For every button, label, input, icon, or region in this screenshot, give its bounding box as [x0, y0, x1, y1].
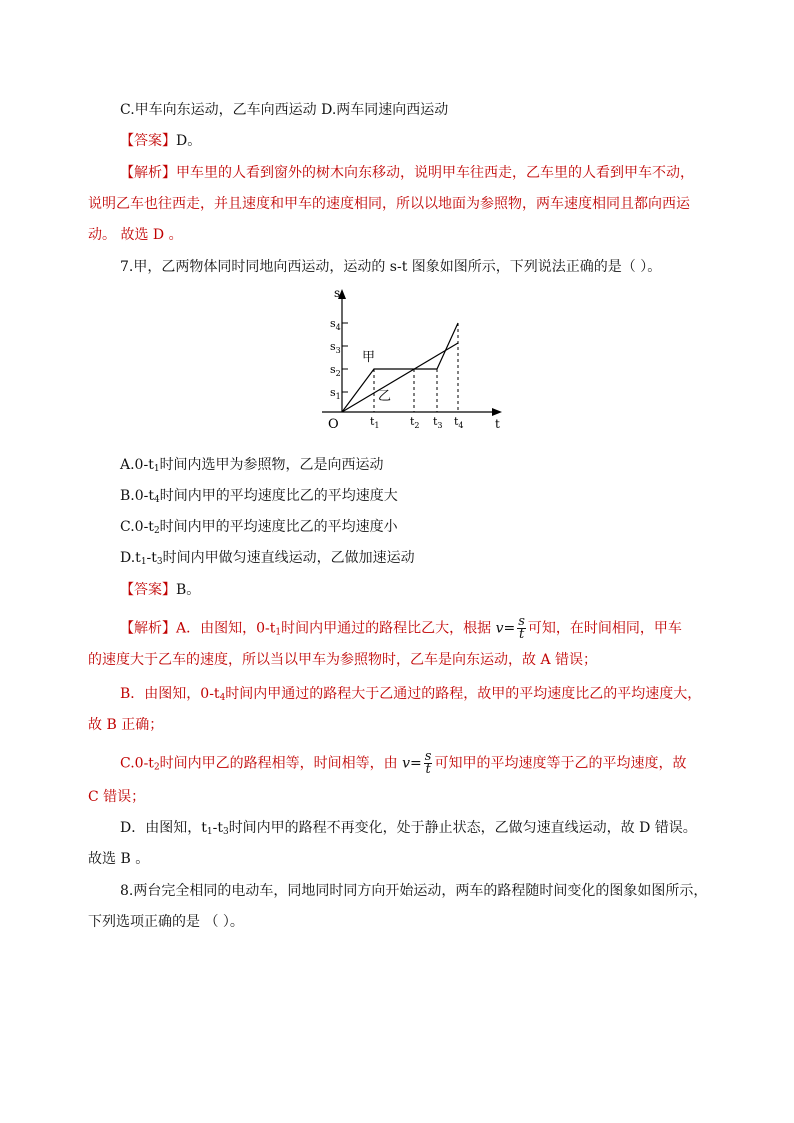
analysis-label: 【解析】	[120, 620, 176, 637]
conclusion: 故选 B 。	[88, 851, 150, 867]
q6-analysis-line1: 【解析】甲车里的人看到窗外的树木向东移动，说明甲车往西走，乙车里的人看到甲车不动，	[120, 165, 694, 181]
q7-stem: 7.甲，乙两物体同时同地向西运动，运动的 s-t 图象如图所示，下列说法正确的是（ ）。	[120, 259, 662, 275]
q7-analysis-b-line1: B．由图知，$0-t_4$时间内甲通过的路程大于乙通过的路程，故甲的平均速度比乙的平均速度大，	[120, 686, 702, 703]
label-jia: 甲	[362, 350, 376, 365]
answer-label: 【答案】	[120, 582, 176, 598]
x-tick-t3: $t_3$	[433, 415, 443, 430]
q6-answer	[120, 131, 201, 151]
q7-analysis-a-line2: 的速度大于乙车的速度，所以当以甲车为参照物时，乙车是向东运动，故 A 错误；	[88, 652, 598, 668]
line-yi	[342, 343, 458, 412]
q7-option-b: $B.0-t_4$时间内甲的平均速度比乙的平均速度大	[120, 488, 398, 505]
origin-label: O	[328, 417, 339, 432]
y-axis-label: s	[334, 286, 341, 300]
q7-analysis-c-line1: $C.0-t_2$时间内甲乙的路程相等，时间相等，由 v= $\frac{s}{t}$ 可知甲的平均速度等于乙的平均速度，故	[120, 749, 687, 777]
q7-option-c: $C.0-t_2$时间内甲的平均速度比乙的平均速度小	[120, 519, 398, 536]
y-tick-s2: $s_2$	[330, 363, 341, 378]
q8-stem-line2: 下列选项正确的是 （ ）。	[88, 914, 244, 930]
y-tick-s3: $s_3$	[330, 340, 341, 355]
st-graph	[312, 285, 512, 435]
y-tick-s4: $s_4$	[330, 317, 341, 332]
x-axis-arrow	[492, 408, 502, 416]
q6-options-cd: C.甲车向东运动，乙车向西运动 D.两车同速向西运动	[120, 102, 449, 118]
x-tick-t4: $t_4$	[454, 415, 464, 430]
q7-analysis-c-line2: C 错误；	[88, 789, 146, 805]
x-tick-t1: $t_1$	[370, 415, 380, 430]
x-axis-label: t	[495, 417, 500, 431]
q6-analysis-line2: 说明乙车也往西走，并且速度和甲车的速度相同，所以以地面为参照物，两车速度相同且都向西运	[88, 196, 690, 212]
y-tick-s1: $s_1$	[330, 386, 341, 401]
answer-value: D。	[176, 133, 202, 149]
x-tick-t2: $t_2$	[410, 415, 420, 430]
q7-answer	[120, 580, 200, 600]
q6-analysis-line3: 动。 故选 D 。	[88, 227, 183, 243]
label-yi: 乙	[378, 389, 392, 404]
q7-analysis-a-line1: 【解析】A．由图知，$0-t_1$时间内甲通过的路程比乙大，根据 v= $\frac{s}{t}$ 可知，在时间相同，甲车	[120, 614, 682, 642]
answer-label: 【答案】	[120, 133, 176, 149]
analysis-label: 【解析】	[120, 165, 176, 181]
q8-stem-line1: 8.两台完全相同的电动车，同地同时同方向开始运动，两车的路程随时间变化的图象如图所示，	[120, 883, 708, 899]
q7-option-a: $A.0-t_1$时间内选甲为参照物，乙是向西运动	[120, 457, 384, 474]
q7-analysis-d-line1: D．由图知，$t_1-t_3$时间内甲的路程不再变化，处于静止状态，乙做匀速直线运动，故 D 错误。	[120, 820, 697, 837]
q7-analysis-b-line2: 故 B 正确；	[88, 717, 164, 733]
answer-value: B。	[176, 582, 201, 598]
line-jia	[342, 323, 458, 412]
q7-option-d: $D.t_1-t_3$时间内甲做匀速直线运动，乙做加速运动	[120, 550, 415, 567]
